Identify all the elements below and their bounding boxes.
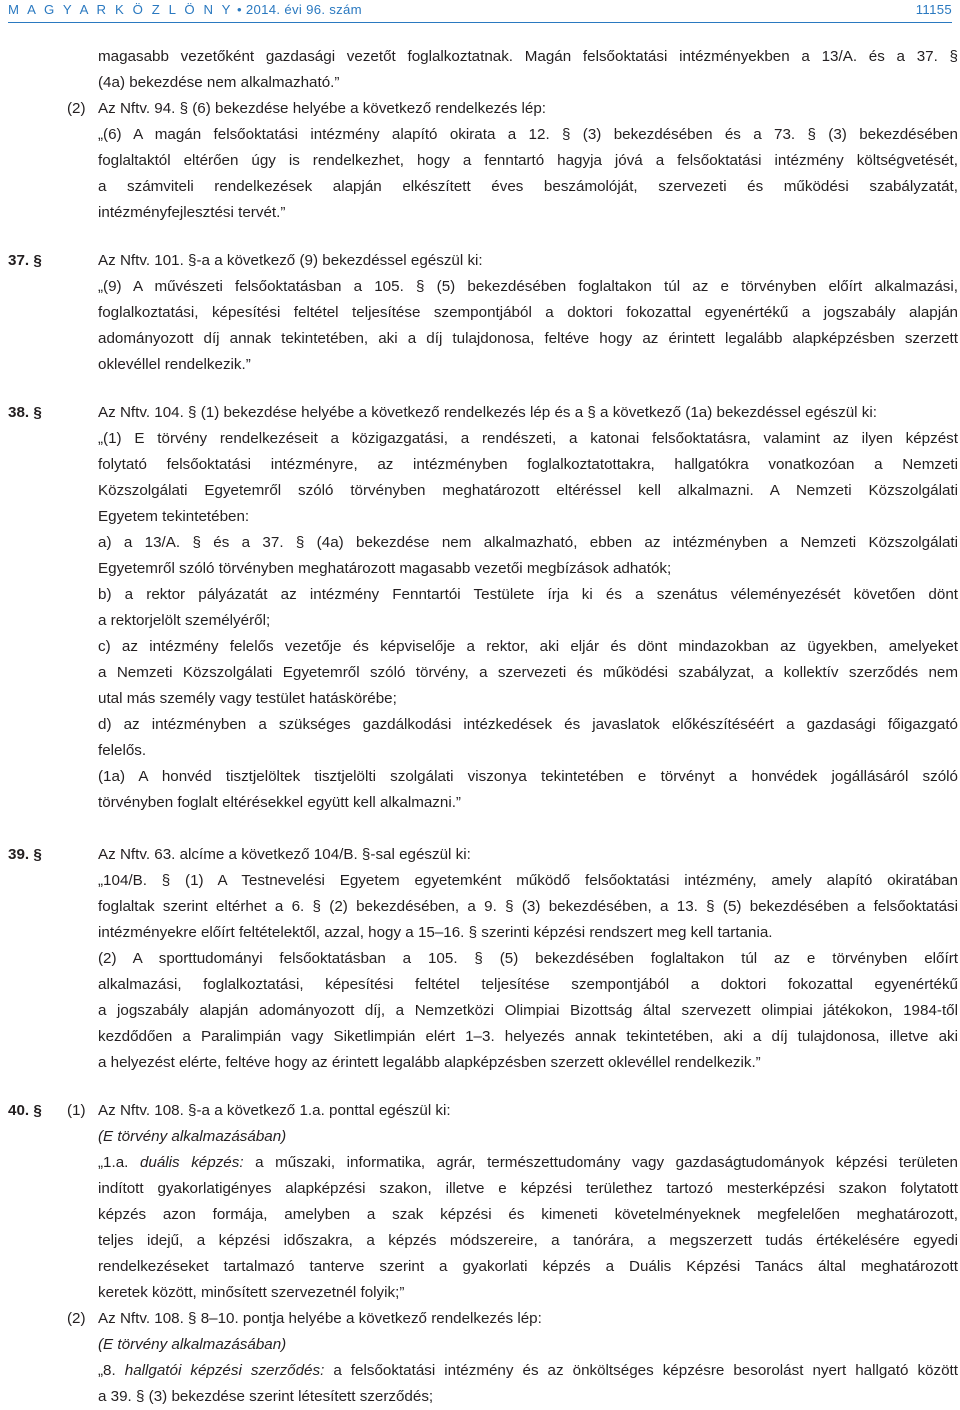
text-line: Egyetem tekintetében:: [98, 508, 250, 525]
text-line: kezdődően a Paralimpián vagy Siketlimpián elért 1–3. helyezés annak tekintetében, aki a díj tulajdonosa, illetve aki: [98, 1028, 958, 1045]
text-line: Az Nftv. 63. alcíme a következő 104/B. §-sal egészül ki:: [98, 846, 471, 863]
text-line: Az Nftv. 108. §-a a következő 1.a. ponttal egészül ki:: [98, 1102, 451, 1119]
text-line: [98, 1358, 958, 1384]
text-line: c) az intézmény felelős vezetője és képviselője a rektor, aki eljár és dönt mindazokban az ügyekben, amelyeket: [98, 638, 958, 655]
page-number: 11155: [915, 2, 952, 17]
text-line: indított gyakorlatigényes alapképzési szakon, illetve e képzési területhez tartozó mesterképzési szakon folytatott: [98, 1180, 958, 1197]
text-line: rendelkezéseket tartalmazó tanterve szerint a gyakorlati képzés a Duális Képzési Tanács által meghatározott: [98, 1258, 958, 1275]
section-number: 37. §: [8, 252, 42, 269]
definition-text: a műszaki, informatika, agrár, természettudomány vagy gazdaságtudományok képzési területen: [243, 1154, 958, 1171]
text-line: b) a rektor pályázatát az intézmény Fenntartói Testülete írja ki és a szenátus véleményezését követően dönt: [98, 586, 958, 603]
text-line: foglaltak szerint eltérhet a 6. § (2) bekezdésében, a 9. § (3) bekezdésében, a 13. § (5) bekezdésében a felsőoktatási: [98, 898, 958, 915]
subsection-number: (1): [67, 1102, 86, 1119]
italic-context: (E törvény alkalmazásában): [98, 1128, 287, 1145]
text-line: a helyezést elérte, feltéve hogy az érintett legalább alapképzésben szerzett oklevéllel rendelkezik.”: [98, 1054, 761, 1071]
section-number: 39. §: [8, 846, 42, 863]
point-number: „8.: [98, 1362, 125, 1379]
text-line: Az Nftv. 104. § (1) bekezdése helyébe a következő rendelkezés lép és a § a következő (1a) bekezdéssel egészül ki:: [98, 404, 877, 421]
section-number: 38. §: [8, 404, 42, 421]
text-line: (2) A sporttudományi felsőoktatásban a 105. § (5) bekezdésében foglaltakon túl az e törvényben előírt: [98, 950, 958, 967]
text-line: adományozott díj annak tekintetében, aki a díj tulajdonosa, feltéve hogy az érintett legalább alapképzésben szerzett: [98, 330, 958, 347]
text-line: „104/B. § (1) A Testnevelési Egyetem egyetemként működő felsőoktatási intézmény, amely alapító okiratában: [98, 872, 958, 889]
text-line: keretek között, minősített szervezetnél folyik;”: [98, 1284, 405, 1301]
defined-term: hallgatói képzési szerződés:: [124, 1362, 325, 1379]
text-line: Az Nftv. 101. §-a a következő (9) bekezdéssel egészül ki:: [98, 252, 483, 269]
text-line: [98, 1332, 958, 1358]
text-line: oklevéllel rendelkezik.”: [98, 356, 251, 373]
text-line: Közszolgálati Egyetemről szóló törvényben meghatározott eltéréssel kell alkalmazni. A Nemzeti Közszolgálati: [98, 482, 958, 499]
subsection-number: (2): [67, 1310, 86, 1327]
text-line: (4a) bekezdése nem alkalmazható.”: [98, 74, 340, 91]
text-line: intézményekre előírt feltételektől, azzal, hogy a 15–16. § szerinti képzési rendszert meg kell tartania.: [98, 924, 773, 941]
text-line: felelős.: [98, 742, 147, 759]
header-rule: [8, 22, 952, 23]
text-line: [98, 1124, 958, 1150]
text-line: foglalkoztatási, képesítési feltétel teljesítése szempontjából a doktori fokozattal egyenértékű a jogszabály alapján: [98, 304, 958, 321]
text-line: Egyetemről szóló törvényben meghatározott magasabb vezetői megbízások adhatók;: [98, 560, 672, 577]
text-line: „(9) A művészeti felsőoktatásban a 105. § (5) bekezdésében foglaltakon túl az e törvényben előírt alkalmazási,: [98, 278, 958, 295]
text-line: a jogszabály alapján adományozott díj, a Nemzetközi Olimpiai Bizottság által szervezett olimpiai játékokon, 1984-től: [98, 1002, 958, 1019]
text-line: alkalmazási, foglalkoztatási, képesítési feltétel teljesítése szempontjából a doktori fokozattal egyenértékű: [98, 976, 958, 993]
text-line: d) az intézményben a szükséges gazdálkodási intézkedések és javaslatok előkészítéséért a gazdasági főigazgató: [98, 716, 958, 733]
text-line: törvényben foglalt eltérésekkel együtt kell alkalmazni.”: [98, 794, 461, 811]
subsection-number: (2): [67, 100, 86, 117]
issue-info: • 2014. évi 96. szám: [237, 2, 362, 17]
text-line: teljes idejű, a képzési időszakra, a képzés módszereire, a tanórára, a megszerzett tudás értékelésére egyedi: [98, 1232, 958, 1249]
text-line: a számviteli rendelkezések alapján elkészített éves beszámolóját, szervezeti és működési szabályzatát,: [98, 178, 958, 195]
section-number: 40. §: [8, 1102, 42, 1119]
header-left: [8, 2, 362, 17]
publication-title: M A G Y A R K Ö Z L Ö N Y: [8, 2, 234, 17]
text-line: képzés azon formája, amelyben a szak képzési és kimeneti követelményeknek megfelelően meghatározott,: [98, 1206, 958, 1223]
text-line: utal más személy vagy testület hatáskörébe;: [98, 690, 397, 707]
text-line: foglaltaktól eltérően úgy is rendelkezhet, hogy a fenntartó hagyja jóvá a felsőoktatási intézmény költségvetését,: [98, 152, 958, 169]
text-line: magasabb vezetőként gazdasági vezetőt foglalkoztatnak. Magán felsőoktatási intézményekben a 13/A. és a 37. §: [98, 48, 958, 65]
text-line: [98, 1150, 958, 1176]
text-line: a Nemzeti Közszolgálati Egyetemről szóló törvény, a szervezeti és működési szabályzat, a kollektív szerződés nem: [98, 664, 958, 681]
point-number: „1.a.: [98, 1154, 140, 1171]
text-line: intézményfejlesztési tervét.”: [98, 204, 286, 221]
text-line: a) a 13/A. § és a 37. § (4a) bekezdése nem alkalmazható, ebben az intézményben a Nemzeti Közszolgálati: [98, 534, 958, 551]
text-line: a rektorjelölt személyéről;: [98, 612, 271, 629]
text-line: Az Nftv. 108. § 8–10. pontja helyébe a következő rendelkezés lép:: [98, 1310, 542, 1327]
text-line: (1a) A honvéd tisztjelöltek tisztjelölti szolgálati viszonya tekintetében e törvényt a honvédek jogállásáról szóló: [98, 768, 958, 785]
defined-term: duális képzés:: [139, 1154, 244, 1171]
page-header: [8, 2, 952, 24]
definition-text: a felsőoktatási intézmény és az önköltséges képzésre besorolást nyert hallgató között: [324, 1362, 958, 1379]
text-line: „(1) E törvény rendelkezéseit a közigazgatási, a rendészeti, a katonai felsőoktatásra, valamint az ilyen képzést: [98, 430, 958, 447]
text-line: Az Nftv. 94. § (6) bekezdése helyébe a következő rendelkezés lép:: [98, 100, 547, 117]
text-line: „(6) A magán felsőoktatási intézmény alapító okirata a 12. § (3) bekezdésében és a 73. § (3) bekezdésében: [98, 126, 958, 143]
text-line: a 39. § (3) bekezdése szerint létesített szerződés;: [98, 1388, 434, 1405]
italic-context: (E törvény alkalmazásában): [98, 1336, 287, 1353]
text-line: folytató felsőoktatási intézményre, az intézményben foglalkoztatottakra, hallgatókra vonatkozóan a Nemzeti: [98, 456, 958, 473]
